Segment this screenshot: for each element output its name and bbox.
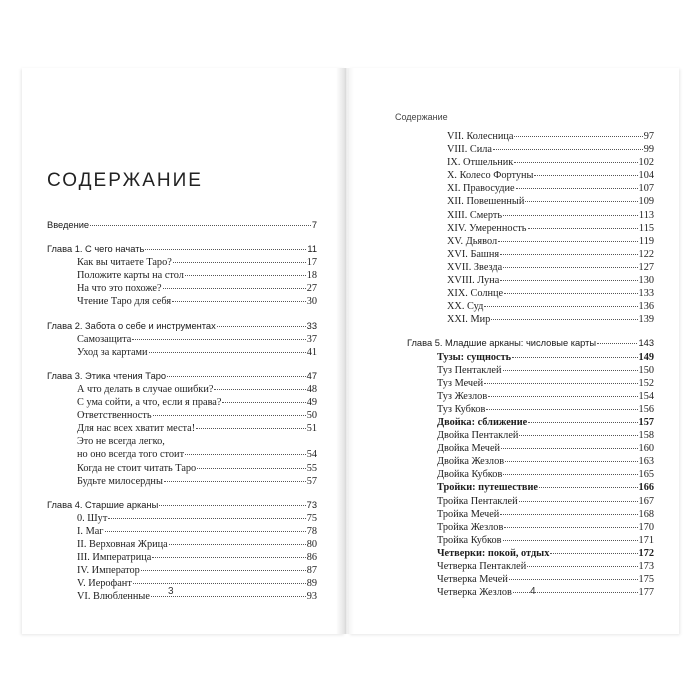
toc-entry[interactable] — [407, 222, 654, 235]
toc-chapter-1[interactable] — [47, 243, 317, 256]
toc-entry-page: 168 — [638, 508, 654, 520]
toc-entry-label: Четверка Пентаклей — [437, 561, 527, 572]
toc-entry[interactable] — [47, 295, 317, 308]
toc-entry-label: Тройка Кубков — [437, 534, 502, 546]
toc-entry-intro[interactable] — [47, 219, 317, 232]
toc-entry[interactable] — [47, 282, 317, 295]
dot-leader — [488, 396, 637, 397]
toc-entry[interactable] — [407, 274, 654, 287]
dot-leader — [528, 422, 637, 423]
toc-entry[interactable] — [407, 390, 654, 403]
dot-leader — [159, 505, 305, 506]
dot-leader — [222, 402, 305, 403]
toc-entry-label: Туз Кубков — [437, 403, 486, 415]
toc-group-heading[interactable] — [407, 416, 654, 429]
toc-entry-page: 50 — [306, 410, 317, 422]
dot-leader — [132, 339, 305, 340]
left-page — [22, 68, 345, 634]
dot-leader — [149, 352, 306, 353]
dot-leader — [153, 415, 306, 416]
toc-entry-page: 37 — [306, 333, 317, 345]
toc-entry-label: Четверка Жезлов — [437, 587, 512, 599]
toc-entry[interactable] — [407, 261, 654, 274]
dot-leader — [197, 468, 305, 469]
chapter-page: 33 — [306, 320, 317, 331]
toc-entry[interactable] — [407, 508, 654, 521]
toc-entry-page: 104 — [638, 170, 654, 182]
dot-leader — [503, 215, 638, 216]
toc-entry-label: Для нас всех хватит места! — [77, 423, 196, 435]
toc-entry-page: 154 — [638, 390, 654, 402]
dot-leader — [505, 461, 637, 462]
toc-entry[interactable] — [47, 525, 317, 538]
toc-entry-page: 122 — [638, 248, 654, 260]
dot-leader — [185, 275, 306, 276]
toc-entry-label: 0. Шут — [77, 512, 108, 524]
toc-entry-page: 177 — [638, 587, 654, 599]
toc-entry-label: XIII. Смерть — [447, 209, 503, 221]
toc-entry[interactable] — [47, 256, 317, 269]
toc-entry[interactable] — [407, 534, 654, 547]
toc-entry-label: XX. Суд — [447, 301, 484, 313]
dot-leader — [152, 557, 305, 558]
group-label: Четверки: покой, отдых — [437, 547, 550, 559]
right-page — [349, 68, 679, 634]
dot-leader — [151, 596, 306, 597]
toc-group-heading[interactable] — [407, 481, 654, 494]
dot-leader — [141, 570, 306, 571]
toc-entry[interactable] — [47, 396, 317, 409]
toc-entry-label: Двойка Пентаклей — [437, 430, 519, 442]
toc-entry-page: 99 — [643, 144, 654, 156]
toc-entry-page: 107 — [638, 183, 654, 195]
page-number: 3 — [168, 586, 174, 597]
dot-leader — [503, 474, 637, 475]
toc-entry[interactable] — [407, 209, 654, 222]
toc-entry[interactable] — [407, 169, 654, 182]
toc-entry-label: XIX. Солнце — [447, 288, 504, 300]
page-number: 4 — [530, 586, 536, 597]
toc-entry[interactable] — [407, 403, 654, 416]
chapter-label: Глава 3. Этика чтения Таро — [47, 370, 167, 381]
toc-entry-page: 102 — [638, 157, 654, 169]
toc-entry-page: 127 — [638, 261, 654, 273]
toc-entry-label: X. Колесо Фортуны — [447, 170, 534, 182]
toc-entry-label: IX. Отшельник — [447, 157, 514, 169]
toc-entry-label: На что это похоже? — [77, 283, 162, 295]
dot-leader — [528, 228, 638, 229]
toc-entry-label: XIV. Умеренность — [447, 222, 527, 234]
group-page: 149 — [638, 351, 654, 363]
toc-entry-label: А что делать в случае ошибки? — [77, 383, 214, 395]
dot-leader — [498, 241, 638, 242]
dot-leader — [172, 301, 306, 302]
chapter-label: Глава 1. С чего начать — [47, 244, 145, 255]
toc-chapter-3[interactable] — [47, 370, 317, 383]
dot-leader — [597, 343, 637, 344]
dot-leader — [167, 376, 306, 377]
dot-leader — [145, 249, 306, 250]
toc-entry-page: 130 — [638, 275, 654, 287]
dot-leader — [500, 280, 637, 281]
group-label: Тузы: сущность — [437, 351, 512, 363]
toc-entry[interactable] — [47, 538, 317, 551]
dot-leader — [163, 288, 306, 289]
toc-entry-page: 55 — [306, 462, 317, 474]
toc-entry-page: 150 — [638, 364, 654, 376]
dot-leader — [484, 383, 637, 384]
dot-leader — [214, 389, 305, 390]
toc-chapter-4[interactable] — [47, 499, 317, 512]
toc-entry[interactable] — [407, 143, 654, 156]
toc-entry-page: 160 — [638, 443, 654, 455]
toc-entry[interactable] — [407, 130, 654, 143]
dot-leader — [501, 448, 637, 449]
toc-entry-label: но оно всегда того стоит — [77, 449, 185, 461]
group-page: 157 — [638, 416, 654, 428]
toc-entry-label: XII. Повешенный — [447, 196, 525, 208]
toc-entry[interactable] — [407, 560, 654, 573]
dot-leader — [516, 188, 638, 189]
dot-leader — [491, 319, 637, 320]
toc-entry-label: Когда не стоит читать Таро — [77, 462, 197, 474]
chapter-page: 73 — [306, 499, 317, 510]
toc-entry-page: 171 — [638, 534, 654, 546]
toc-entry-page: 78 — [306, 525, 317, 537]
dot-leader — [503, 267, 637, 268]
toc-entry-page: 41 — [306, 346, 317, 358]
dot-leader — [484, 306, 637, 307]
toc-entry-label: XV. Дьявол — [447, 235, 498, 247]
chapter-label: Глава 2. Забота о себе и инструментах — [47, 320, 216, 331]
toc-entry[interactable] — [407, 195, 654, 208]
toc-entry[interactable] — [407, 235, 654, 248]
toc-entry[interactable] — [47, 346, 317, 359]
toc-entry[interactable] — [407, 573, 654, 586]
toc-entry-label: Туз Пентаклей — [437, 364, 502, 376]
dot-leader — [164, 481, 306, 482]
toc-entry[interactable] — [47, 409, 317, 422]
dot-leader — [196, 428, 306, 429]
dot-leader — [514, 136, 642, 137]
dot-leader — [90, 225, 311, 226]
toc-entry-label: Тройка Жезлов — [437, 521, 504, 533]
toc-entry[interactable] — [47, 564, 317, 577]
toc-entry[interactable] — [47, 551, 317, 564]
toc-entry-label: Четверка Мечей — [437, 574, 508, 586]
running-head: Содержание — [395, 112, 448, 122]
group-label: Тройки: путешествие — [437, 482, 538, 494]
toc-entry-label: II. Верховная Жрица — [77, 538, 168, 550]
toc-entry-page: 165 — [638, 469, 654, 481]
toc-entry-label: XVII. Звезда — [447, 261, 503, 273]
toc-entry-page: 152 — [638, 377, 654, 389]
toc-entry[interactable] — [407, 364, 654, 377]
toc-entry-label: IV. Император — [77, 565, 140, 577]
toc-entry[interactable] — [407, 495, 654, 508]
group-page: 166 — [638, 482, 654, 494]
toc-group-heading[interactable] — [407, 351, 654, 364]
toc-entry-page: 170 — [638, 521, 654, 533]
toc-entry[interactable] — [47, 475, 317, 488]
dot-leader — [493, 149, 643, 150]
toc-entry-page: 119 — [638, 235, 654, 247]
toc-entry-page: 80 — [306, 538, 317, 550]
dot-leader — [486, 409, 637, 410]
toc-entry[interactable] — [47, 590, 317, 603]
toc-entry-page: 87 — [306, 565, 317, 577]
toc-entry-label: Тройка Пентаклей — [437, 495, 518, 507]
toc-entry[interactable] — [407, 521, 654, 534]
toc-entry-label: XVIII. Луна — [447, 275, 500, 287]
dot-leader — [519, 501, 638, 502]
toc-entry-page: 51 — [306, 423, 317, 435]
chapter-label: Глава 4. Старшие арканы — [47, 499, 159, 510]
toc-entry[interactable] — [47, 422, 317, 435]
toc-entry-page: 156 — [638, 403, 654, 415]
toc-entry[interactable] — [407, 429, 654, 442]
dot-leader — [525, 201, 637, 202]
dot-leader — [550, 553, 637, 554]
toc-entry-page: 173 — [638, 561, 654, 572]
toc-entry-label: XXI. Мир — [447, 314, 491, 326]
toc-entry-label: Введение — [47, 220, 90, 230]
toc-entry-label: Туз Мечей — [437, 377, 484, 389]
toc-left-column — [47, 170, 317, 603]
toc-entry-page: 54 — [306, 449, 317, 461]
toc-entry[interactable] — [407, 300, 654, 313]
toc-entry-page: 167 — [638, 495, 654, 507]
group-page: 172 — [638, 547, 654, 559]
toc-entry[interactable] — [407, 468, 654, 481]
dot-leader — [108, 518, 305, 519]
toc-chapter-5[interactable] — [407, 337, 654, 350]
toc-entry-page: 17 — [306, 257, 317, 269]
toc-entry[interactable] — [47, 512, 317, 525]
toc-entry[interactable] — [407, 248, 654, 261]
dot-leader — [217, 326, 306, 327]
toc-entry-label: III. Императрица — [77, 552, 152, 564]
toc-entry-label: XI. Правосудие — [447, 183, 515, 195]
chapter-label: Глава 5. Младшие арканы: числовые карты — [407, 338, 597, 349]
toc-entry-label: VIII. Сила — [447, 144, 492, 156]
toc-entry-label: Положите карты на стол — [77, 270, 184, 282]
toc-entry-page: 163 — [638, 456, 654, 468]
toc-entry[interactable] — [407, 287, 654, 300]
toc-entry[interactable] — [47, 462, 317, 475]
toc-entry-page: 30 — [306, 296, 317, 308]
toc-entry-label: V. Иерофант — [77, 578, 132, 590]
dot-leader — [509, 579, 638, 580]
toc-entry-label: I. Маг — [77, 525, 104, 537]
toc-entry[interactable] — [407, 455, 654, 468]
toc-entry-label: Будьте милосердны — [77, 475, 163, 487]
toc-entry-page: 158 — [638, 430, 654, 442]
toc-entry[interactable] — [407, 182, 654, 195]
dot-leader — [500, 514, 637, 515]
toc-right-column — [407, 130, 654, 599]
toc-entry-page: 86 — [306, 552, 317, 564]
chapter-page: 11 — [307, 244, 317, 255]
toc-entry-page: 49 — [306, 397, 317, 409]
dot-leader — [173, 262, 306, 263]
dot-leader — [185, 454, 306, 455]
dot-leader — [500, 254, 637, 255]
toc-entry-page: 48 — [306, 383, 317, 395]
toc-entry[interactable] — [407, 442, 654, 455]
toc-entry-page: 109 — [638, 196, 654, 208]
toc-entry-label: VII. Колесница — [447, 131, 514, 142]
toc-entry[interactable] — [47, 333, 317, 346]
dot-leader — [503, 370, 638, 371]
toc-entry-label: Ответственность — [77, 410, 152, 422]
toc-entry-wrap[interactable] — [47, 435, 317, 448]
toc-entry-label: Чтение Таро для себя — [77, 296, 172, 308]
dot-leader — [527, 566, 637, 567]
toc-entry-label: Двойка Мечей — [437, 443, 501, 455]
toc-entry-page: 97 — [643, 131, 654, 142]
group-label: Двойка: сближение — [437, 416, 528, 428]
toc-entry-page: 115 — [638, 222, 654, 234]
toc-entry[interactable] — [47, 269, 317, 282]
toc-entry[interactable] — [47, 448, 317, 461]
dot-leader — [169, 544, 306, 545]
toc-group-heading[interactable] — [407, 547, 654, 560]
toc-entry[interactable] — [407, 313, 654, 326]
dot-leader — [504, 293, 637, 294]
toc-entry-page: 7 — [311, 220, 317, 230]
chapter-page: 47 — [306, 370, 317, 381]
toc-entry-page: 27 — [306, 283, 317, 295]
toc-entry-label: Как вы читаете Таро? — [77, 257, 172, 269]
toc-entry-label: Уход за картами — [77, 346, 148, 358]
toc-entry-label: Тройка Мечей — [437, 508, 500, 520]
toc-entry[interactable] — [47, 383, 317, 396]
dot-leader — [514, 162, 637, 163]
dot-leader — [519, 435, 637, 436]
toc-entry-label: Это не всегда легко, — [77, 436, 165, 448]
toc-entry-label: Туз Жезлов — [437, 390, 488, 402]
toc-entry-label: VI. Влюбленные — [77, 591, 150, 603]
toc-entry-page: 18 — [306, 270, 317, 282]
toc-entry[interactable] — [47, 577, 317, 590]
toc-entry-page: 75 — [306, 512, 317, 524]
toc-entry-label: Двойка Жезлов — [437, 456, 505, 468]
dot-leader — [133, 583, 306, 584]
page-title: СОДЕРЖАНИЕ — [47, 170, 203, 191]
toc-entry-label: XVI. Башня — [447, 248, 500, 260]
toc-entry[interactable] — [407, 377, 654, 390]
dot-leader — [504, 527, 637, 528]
toc-entry-page: 175 — [638, 574, 654, 586]
dot-leader — [539, 487, 638, 488]
toc-entry[interactable] — [407, 156, 654, 169]
toc-chapter-2[interactable] — [47, 320, 317, 333]
dot-leader — [534, 175, 637, 176]
toc-entry-label: Самозащита — [77, 333, 132, 345]
dot-leader — [105, 531, 306, 532]
chapter-page: 143 — [638, 338, 654, 349]
toc-entry-page: 93 — [306, 591, 317, 603]
toc-entry-page: 57 — [306, 475, 317, 487]
toc-entry-page: 113 — [638, 209, 654, 221]
toc-entry-page: 139 — [638, 314, 654, 326]
toc-entry-label: С ума сойти, а что, если я права? — [77, 397, 222, 409]
dot-leader — [512, 357, 637, 358]
toc-entry-page: 133 — [638, 288, 654, 300]
dot-leader — [503, 540, 638, 541]
toc-entry-page: 89 — [306, 578, 317, 590]
toc-entry-page: 136 — [638, 301, 654, 313]
toc-entry-label: Двойка Кубков — [437, 469, 503, 481]
